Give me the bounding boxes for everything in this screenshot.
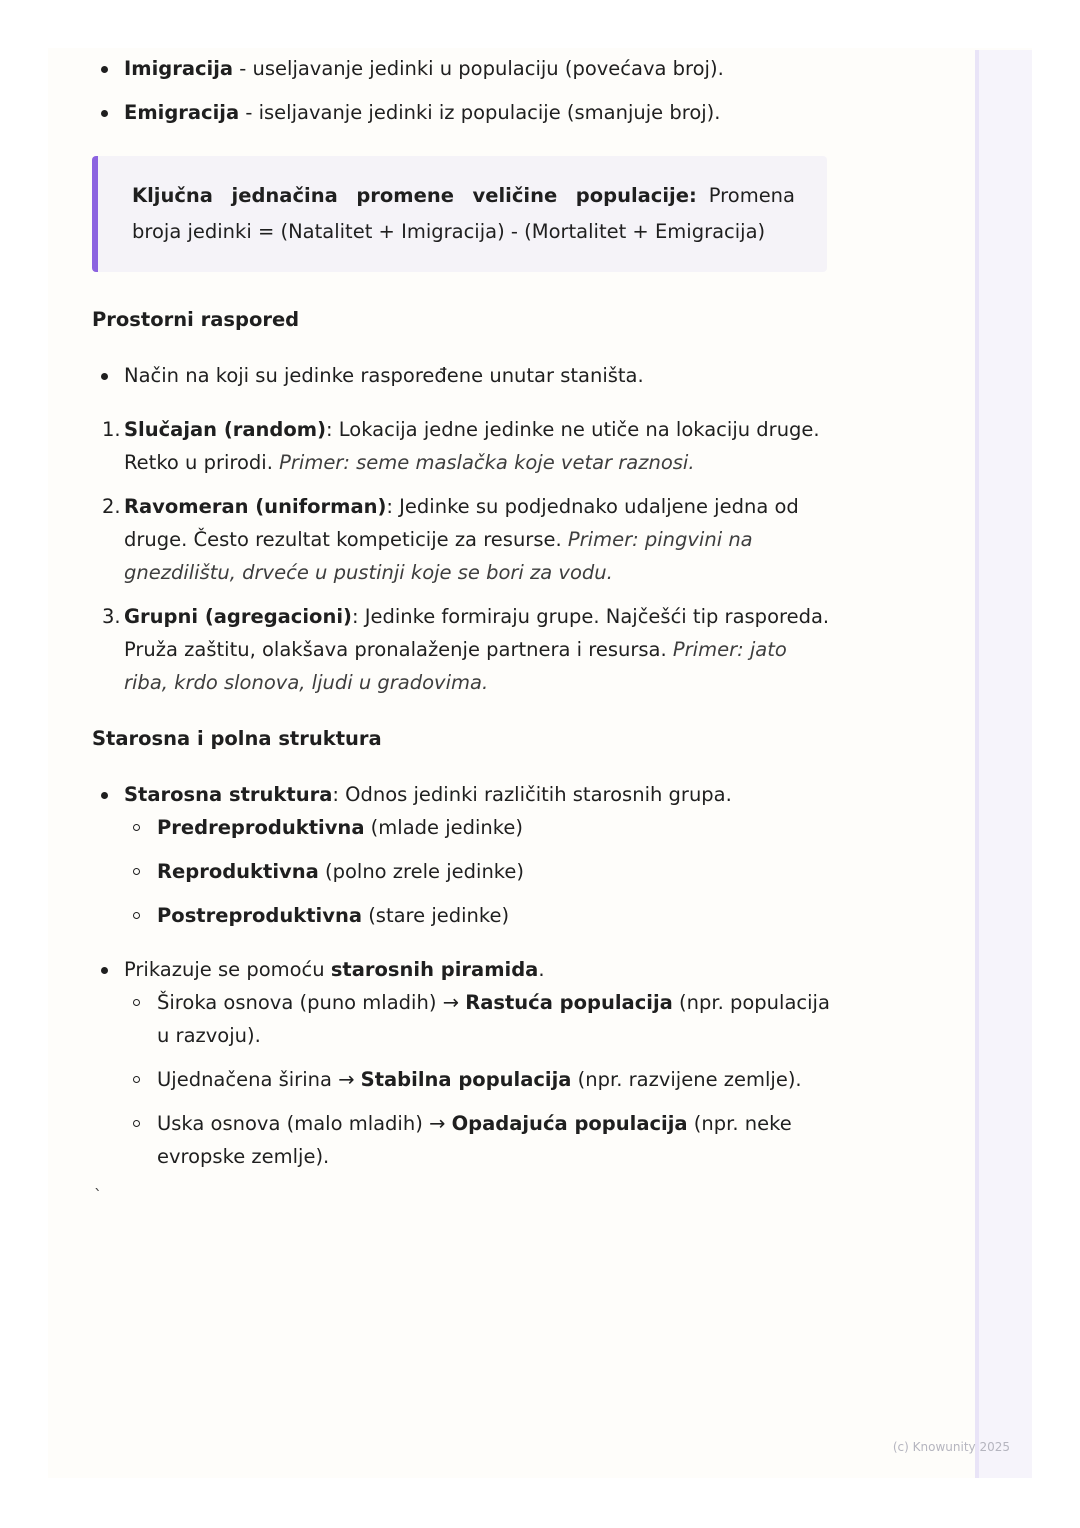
shape-text: Uska osnova (malo mladih) → — [157, 1112, 452, 1135]
definition: - useljavanje jedinki u populaciju (povećava broj). — [233, 57, 724, 80]
list-item — [92, 52, 832, 85]
callout-title: Ključna jednačina promene veličine populacije: — [132, 184, 697, 207]
term: starosnih piramida — [330, 958, 539, 981]
example: Primer: seme maslačka koje vetar raznosi. — [279, 451, 695, 474]
numbered-item — [92, 490, 832, 589]
spatial-types-list — [92, 413, 832, 699]
term: Stabilna populacija — [360, 1068, 572, 1091]
description: : Jedinke su podjednako udaljene jedna od druge. Često rezultat kompeticije za resurse. — [124, 495, 799, 551]
term: Predreproduktivna — [157, 816, 365, 839]
callout-text: Promena broja jedinki = (Natalitet + Imigracija) - (Mortalitet + Emigracija) — [132, 184, 795, 243]
shape-text: Široka osnova (puno mladih) → — [157, 991, 466, 1014]
note: (polno zrele jedinke) — [318, 860, 525, 883]
list-item — [92, 953, 832, 1173]
item-number: 3. — [102, 605, 121, 628]
sub-item — [124, 1107, 832, 1173]
example: Primer: jato riba, krdo slonova, ljudi u gradovima. — [124, 638, 787, 694]
term: Imigracija — [124, 57, 234, 80]
term: Ravomeran (uniforman) — [124, 495, 387, 518]
spatial-intro-list — [92, 359, 832, 392]
section-heading-age: Starosna i polna struktura — [92, 727, 382, 750]
age-structure-list — [92, 778, 832, 1173]
tail-text: . — [538, 958, 545, 981]
numbered-item — [92, 600, 832, 699]
migration-list — [92, 52, 832, 129]
term: Opadajuća populacija — [451, 1112, 688, 1135]
example-text: (npr. populacija u razvoju). — [157, 991, 830, 1047]
example-text: (npr. neke evropske zemlje). — [157, 1112, 792, 1168]
numbered-item — [92, 413, 832, 479]
key-equation-callout — [92, 156, 827, 272]
sub-item — [124, 855, 832, 888]
list-item — [92, 778, 832, 932]
description: : Lokacija jedne jedinke ne utiče na lokaciju druge. Retko u prirodi. — [124, 418, 820, 474]
note: (stare jedinke) — [362, 904, 510, 927]
section-heading-spatial: Prostorni raspored — [92, 308, 300, 331]
pyramid-types-list — [124, 986, 832, 1173]
shape-text: Ujednačena širina → — [157, 1068, 361, 1091]
side-panel-stripe — [975, 50, 1032, 1478]
definition: : Odnos jedinki različitih starosnih grupa. — [332, 783, 732, 806]
note: (mlade jedinke) — [364, 816, 523, 839]
item-number: 2. — [102, 495, 121, 518]
example: Primer: pingvini na gnezdilištu, drveće u pustinji koje se bori za vodu. — [124, 528, 753, 584]
list-item: Način na koji su jedinke raspoređene unutar staništa. — [92, 359, 832, 392]
definition: - iseljavanje jedinki iz populacije (smanjuje broj). — [239, 101, 721, 124]
term: Starosna struktura — [124, 783, 333, 806]
term: Emigracija — [124, 101, 240, 124]
term: Postreproduktivna — [157, 904, 362, 927]
description: : Jedinke formiraju grupe. Najčešći tip rasporeda. Pruža zaštitu, olakšava pronalaženje partnera i resursa. — [124, 605, 830, 661]
term: Reproduktivna — [157, 860, 319, 883]
age-groups-list — [124, 811, 832, 932]
term: Grupni (agregacioni) — [124, 605, 352, 628]
stray-backtick: ` — [94, 1186, 102, 1205]
sub-item — [124, 811, 832, 844]
item-number: 1. — [102, 418, 121, 441]
sub-item — [124, 1063, 832, 1096]
term: Rastuća populacija — [465, 991, 673, 1014]
document-content — [92, 50, 832, 1173]
copyright-footer: (c) Knowunity 2025 — [892, 1440, 1010, 1454]
lead-text: Prikazuje se pomoću — [124, 958, 331, 981]
sub-item — [124, 899, 832, 932]
term: Slučajan (random) — [124, 418, 326, 441]
list-item — [92, 96, 832, 129]
sub-item — [124, 986, 832, 1052]
example-text: (npr. razvijene zemlje). — [571, 1068, 802, 1091]
